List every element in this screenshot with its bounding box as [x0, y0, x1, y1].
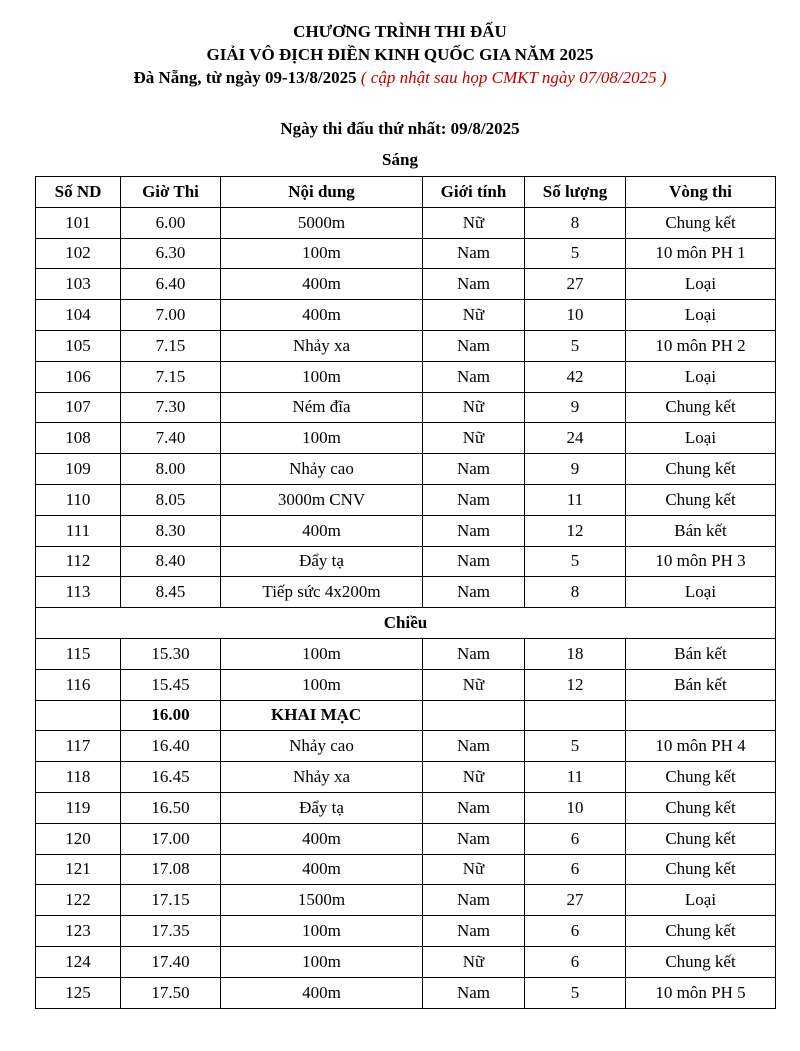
- table-cell: 112: [36, 546, 121, 577]
- table-row: [36, 977, 776, 1008]
- table-row: [36, 484, 776, 515]
- table-cell: Chung kết: [626, 792, 776, 823]
- opening-label: KHAI MẠC: [221, 700, 423, 731]
- table-cell: 10: [525, 300, 626, 331]
- table-cell: 15.30: [121, 638, 221, 669]
- column-header: Số lượng: [525, 177, 626, 208]
- table-cell: 10 môn PH 3: [626, 546, 776, 577]
- table-cell: 8.30: [121, 515, 221, 546]
- table-cell: 8.45: [121, 577, 221, 608]
- table-cell: Loại: [626, 885, 776, 916]
- table-cell: 16.50: [121, 792, 221, 823]
- table-cell: Đẩy tạ: [221, 546, 423, 577]
- table-cell: Chung kết: [626, 454, 776, 485]
- table-cell: Nhảy xa: [221, 330, 423, 361]
- table-cell: 6.00: [121, 207, 221, 238]
- table-cell: 7.15: [121, 330, 221, 361]
- table-cell: 27: [525, 269, 626, 300]
- column-header: Giờ Thi: [121, 177, 221, 208]
- update-note: ( cập nhật sau họp CMKT ngày 07/08/2025 ): [360, 68, 667, 87]
- table-cell: Loại: [626, 300, 776, 331]
- table-row: [36, 546, 776, 577]
- table-cell: 100m: [221, 238, 423, 269]
- table-cell: 6.30: [121, 238, 221, 269]
- table-row: [36, 638, 776, 669]
- table-cell: 6: [525, 823, 626, 854]
- table-cell: 5: [525, 731, 626, 762]
- table-cell: 124: [36, 946, 121, 977]
- column-header: Số ND: [36, 177, 121, 208]
- table-cell: Nam: [423, 577, 525, 608]
- document-header: [0, 20, 800, 89]
- table-cell: Nam: [423, 515, 525, 546]
- table-cell: Chung kết: [626, 823, 776, 854]
- table-cell: 100m: [221, 916, 423, 947]
- table-cell: Nam: [423, 885, 525, 916]
- table-row: [36, 361, 776, 392]
- table-cell: 115: [36, 638, 121, 669]
- table-cell: 10: [525, 792, 626, 823]
- table-cell: 104: [36, 300, 121, 331]
- table-row: [36, 792, 776, 823]
- table-cell: 123: [36, 916, 121, 947]
- schedule-body: [36, 207, 776, 1008]
- table-row: [36, 854, 776, 885]
- session-morning-label: Sáng: [382, 150, 418, 169]
- table-cell: 100m: [221, 638, 423, 669]
- title-line-3: [0, 66, 800, 89]
- table-cell: 108: [36, 423, 121, 454]
- table-cell: Nữ: [423, 423, 525, 454]
- table-cell: Nhảy cao: [221, 731, 423, 762]
- table-cell: 400m: [221, 300, 423, 331]
- table-cell: 16.45: [121, 762, 221, 793]
- table-cell: Chung kết: [626, 392, 776, 423]
- table-cell: Nam: [423, 731, 525, 762]
- table-cell: Bán kết: [626, 638, 776, 669]
- table-cell: Nữ: [423, 854, 525, 885]
- table-cell: 6: [525, 946, 626, 977]
- table-cell: 5: [525, 238, 626, 269]
- table-cell: 121: [36, 854, 121, 885]
- table-cell: 100m: [221, 946, 423, 977]
- table-cell: Nam: [423, 916, 525, 947]
- table-cell: Bán kết: [626, 669, 776, 700]
- table-cell: 125: [36, 977, 121, 1008]
- table-cell: 102: [36, 238, 121, 269]
- table-cell: Nhảy cao: [221, 454, 423, 485]
- table-row: [36, 392, 776, 423]
- session-row: [36, 608, 776, 639]
- table-cell: 400m: [221, 823, 423, 854]
- table-cell: 1500m: [221, 885, 423, 916]
- table-row: [36, 207, 776, 238]
- table-cell: 17.50: [121, 977, 221, 1008]
- table-cell: Tiếp sức 4x200m: [221, 577, 423, 608]
- title-line-1: CHƯƠNG TRÌNH THI ĐẤU: [293, 22, 507, 41]
- table-cell: Nam: [423, 484, 525, 515]
- empty-cell: [626, 700, 776, 731]
- table-cell: Nam: [423, 977, 525, 1008]
- table-cell: 113: [36, 577, 121, 608]
- table-cell: 101: [36, 207, 121, 238]
- table-row: [36, 300, 776, 331]
- table-cell: 5: [525, 977, 626, 1008]
- table-cell: 8.05: [121, 484, 221, 515]
- column-header: Vòng thi: [626, 177, 776, 208]
- table-row: [36, 731, 776, 762]
- table-cell: Nam: [423, 823, 525, 854]
- table-cell: Nữ: [423, 762, 525, 793]
- table-cell: 119: [36, 792, 121, 823]
- table-cell: 10 môn PH 5: [626, 977, 776, 1008]
- table-cell: 5: [525, 546, 626, 577]
- table-cell: Nữ: [423, 207, 525, 238]
- opening-time: 16.00: [121, 700, 221, 731]
- table-cell: Nam: [423, 546, 525, 577]
- table-cell: Nữ: [423, 392, 525, 423]
- table-cell: Nam: [423, 454, 525, 485]
- table-cell: 10 môn PH 4: [626, 731, 776, 762]
- table-cell: 8: [525, 207, 626, 238]
- table-cell: 9: [525, 454, 626, 485]
- table-cell: 100m: [221, 669, 423, 700]
- table-cell: 105: [36, 330, 121, 361]
- table-cell: 400m: [221, 977, 423, 1008]
- table-cell: Loại: [626, 269, 776, 300]
- table-row: [36, 454, 776, 485]
- table-cell: Nam: [423, 330, 525, 361]
- table-cell: 10 môn PH 2: [626, 330, 776, 361]
- table-cell: 6: [525, 854, 626, 885]
- table-cell: 3000m CNV: [221, 484, 423, 515]
- schedule-table: [35, 176, 776, 1009]
- empty-cell: [36, 700, 121, 731]
- table-cell: 8.00: [121, 454, 221, 485]
- table-row: [36, 916, 776, 947]
- table-cell: 103: [36, 269, 121, 300]
- column-header: Nội dung: [221, 177, 423, 208]
- table-cell: 5: [525, 330, 626, 361]
- day-title: Ngày thi đấu thứ nhất: 09/8/2025: [280, 119, 520, 138]
- table-cell: 9: [525, 392, 626, 423]
- table-cell: 117: [36, 731, 121, 762]
- table-cell: 12: [525, 669, 626, 700]
- table-cell: 107: [36, 392, 121, 423]
- table-cell: 118: [36, 762, 121, 793]
- table-row: [36, 330, 776, 361]
- table-cell: Nữ: [423, 300, 525, 331]
- table-cell: 400m: [221, 269, 423, 300]
- table-cell: Nhảy xa: [221, 762, 423, 793]
- table-cell: 110: [36, 484, 121, 515]
- table-cell: 42: [525, 361, 626, 392]
- table-cell: 7.40: [121, 423, 221, 454]
- empty-cell: [525, 700, 626, 731]
- table-cell: Chung kết: [626, 946, 776, 977]
- session-afternoon-label: Chiều: [36, 608, 776, 639]
- table-row: [36, 515, 776, 546]
- table-cell: 17.35: [121, 916, 221, 947]
- table-cell: 5000m: [221, 207, 423, 238]
- table-cell: 17.00: [121, 823, 221, 854]
- table-cell: 400m: [221, 515, 423, 546]
- table-row: [36, 423, 776, 454]
- table-cell: Nam: [423, 638, 525, 669]
- table-row: [36, 577, 776, 608]
- table-cell: 7.15: [121, 361, 221, 392]
- table-cell: 6: [525, 916, 626, 947]
- table-cell: 10 môn PH 1: [626, 238, 776, 269]
- table-row: [36, 269, 776, 300]
- opening-ceremony-row: [36, 700, 776, 731]
- empty-cell: [423, 700, 525, 731]
- table-cell: 11: [525, 762, 626, 793]
- table-row: [36, 238, 776, 269]
- table-cell: 6.40: [121, 269, 221, 300]
- table-cell: Loại: [626, 577, 776, 608]
- table-cell: 100m: [221, 361, 423, 392]
- table-cell: Chung kết: [626, 207, 776, 238]
- table-cell: Nam: [423, 361, 525, 392]
- table-cell: 17.40: [121, 946, 221, 977]
- table-cell: 16.40: [121, 731, 221, 762]
- table-cell: Chung kết: [626, 484, 776, 515]
- location-dates: Đà Nẵng, từ ngày 09-13/8/2025: [133, 68, 357, 87]
- table-cell: Loại: [626, 423, 776, 454]
- table-cell: 122: [36, 885, 121, 916]
- column-header: Giới tính: [423, 177, 525, 208]
- table-cell: Nam: [423, 269, 525, 300]
- table-cell: 400m: [221, 854, 423, 885]
- table-cell: Chung kết: [626, 916, 776, 947]
- table-cell: Chung kết: [626, 762, 776, 793]
- table-cell: Chung kết: [626, 854, 776, 885]
- table-cell: 11: [525, 484, 626, 515]
- table-cell: 12: [525, 515, 626, 546]
- table-row: [36, 885, 776, 916]
- table-cell: 111: [36, 515, 121, 546]
- table-cell: 7.00: [121, 300, 221, 331]
- table-row: [36, 669, 776, 700]
- table-cell: Bán kết: [626, 515, 776, 546]
- table-cell: 8: [525, 577, 626, 608]
- table-cell: Nam: [423, 792, 525, 823]
- table-row: [36, 946, 776, 977]
- table-cell: 24: [525, 423, 626, 454]
- table-cell: 116: [36, 669, 121, 700]
- table-cell: Nữ: [423, 946, 525, 977]
- table-cell: Nam: [423, 238, 525, 269]
- table-cell: Nữ: [423, 669, 525, 700]
- table-header-row: [36, 177, 776, 208]
- table-cell: 27: [525, 885, 626, 916]
- table-cell: 17.15: [121, 885, 221, 916]
- table-cell: 8.40: [121, 546, 221, 577]
- table-row: [36, 823, 776, 854]
- table-cell: 15.45: [121, 669, 221, 700]
- table-cell: Ném đĩa: [221, 392, 423, 423]
- table-cell: 17.08: [121, 854, 221, 885]
- table-row: [36, 762, 776, 793]
- table-cell: 100m: [221, 423, 423, 454]
- table-cell: 18: [525, 638, 626, 669]
- table-cell: Loại: [626, 361, 776, 392]
- table-cell: Đẩy tạ: [221, 792, 423, 823]
- table-cell: 109: [36, 454, 121, 485]
- table-cell: 7.30: [121, 392, 221, 423]
- table-cell: 120: [36, 823, 121, 854]
- title-line-2: GIẢI VÔ ĐỊCH ĐIỀN KINH QUỐC GIA NĂM 2025: [206, 45, 594, 64]
- table-cell: 106: [36, 361, 121, 392]
